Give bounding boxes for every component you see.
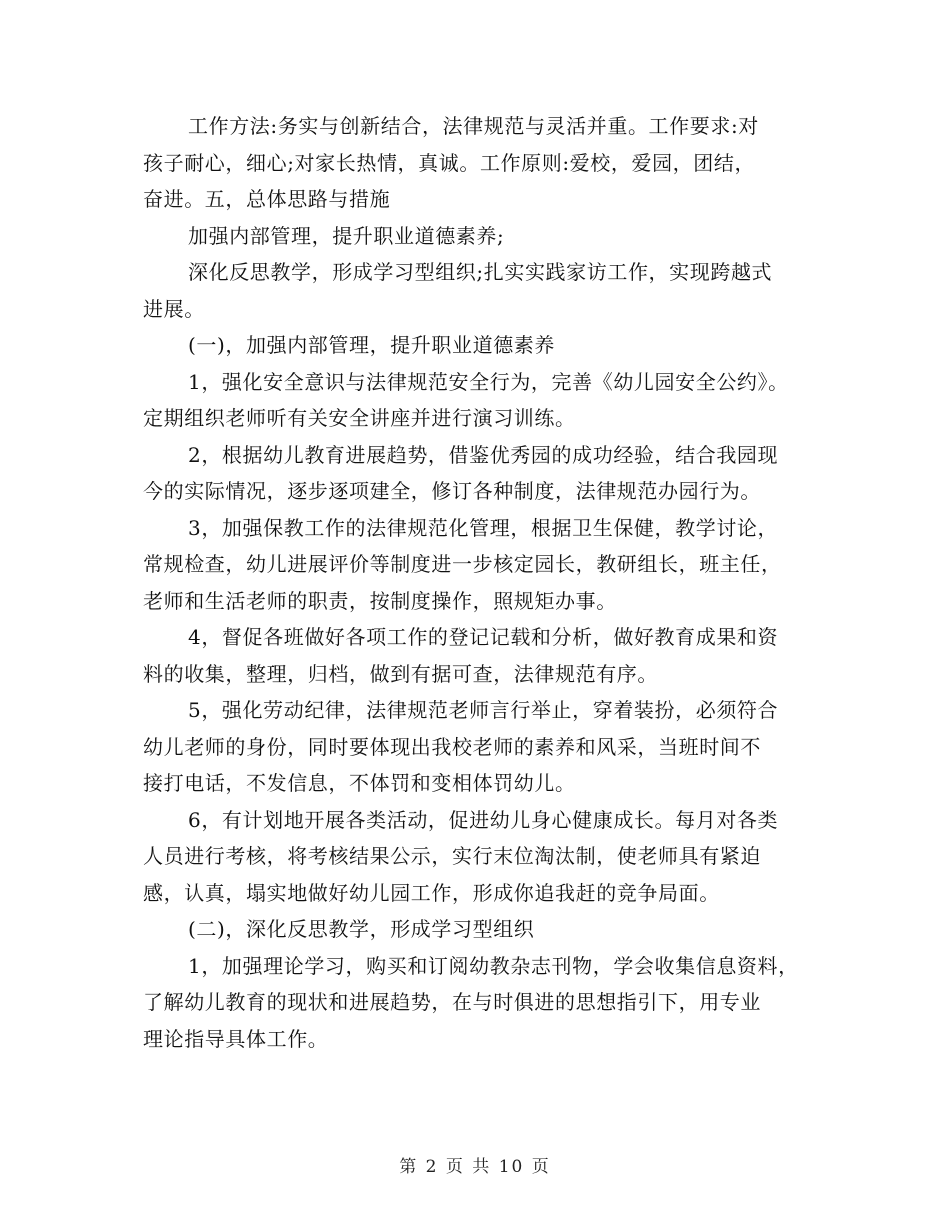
text-line: 5，强化劳动纪律，法律规范老师言行举止，穿着装扮，必须符合 [188, 698, 779, 722]
text-line: 幼儿老师的身份，同时要体现出我校老师的素养和风采，当班时间不 [143, 734, 761, 759]
text-line: 3，加强保教工作的法律规范化管理，根据卫生保健，教学讨论， [188, 515, 779, 540]
text-line: 今的实际情况，逐步逐项建全，修订各种制度，法律规范办园行为。 [143, 479, 761, 503]
page-footer: 第 2 页 共 10 页 [399, 1157, 551, 1177]
text-line: 老师和生活老师的职责，按制度操作，照规矩办事。 [143, 588, 617, 613]
text-line: 1，强化安全意识与法律规范安全行为，完善《幼儿园安全公约》。 [188, 369, 789, 394]
text-line: 常规检查，幼儿进展评价等制度进一步核定园长，教研组长，班主任， [143, 552, 782, 576]
text-line: (一)，加强内部管理，提升职业道德素养 [188, 333, 556, 357]
text-line: 孩子耐心，细心;对家长热情，真诚。工作原则:爱校，爱园，团结， [143, 150, 756, 175]
text-line: 定期组织老师听有关安全讲座并进行演习训练。 [143, 406, 576, 430]
text-line: 料的收集，整理，归档，做到有据可查，法律规范有序。 [143, 661, 658, 686]
text-line: 1，加强理论学习，购买和订阅幼教杂志刊物，学会收集信息资料， [188, 953, 799, 978]
text-line: 深化反思教学，形成学习型组织;扎实实践家访工作，实现跨越式 [188, 260, 773, 284]
text-line: 接打电话，不发信息，不体罚和变相体罚幼儿。 [143, 771, 576, 795]
text-line: 感，认真，塌实地做好幼儿园工作，形成你追我赶的竞争局面。 [143, 880, 720, 905]
text-line: 4，督促各班做好各项工作的登记记载和分析，做好教育成果和资 [188, 625, 779, 649]
body-text [143, 108, 823, 1057]
text-line: 进展。 [143, 296, 205, 321]
text-line: (二)，深化反思教学，形成学习型组织 [188, 917, 535, 941]
text-line: 6，有计划地开展各类活动，促进幼儿身心健康成长。每月对各类 [188, 807, 779, 832]
text-line: 理论指导具体工作。 [143, 1026, 329, 1051]
text-line: 工作方法:务实与创新结合，法律规范与灵活并重。工作要求:对 [188, 114, 759, 138]
text-line: 加强内部管理，提升职业道德素养; [188, 223, 505, 248]
text-line: 人员进行考核，将考核结果公示，实行末位淘汰制，使老师具有紧迫 [143, 844, 761, 868]
text-line: 奋进。五，总体思路与措施 [143, 187, 391, 211]
text-line: 2，根据幼儿教育进展趋势，借鉴优秀园的成功经验，结合我园现 [188, 442, 779, 467]
text-line: 了解幼儿教育的现状和进展趋势，在与时俱进的思想指引下，用专业 [143, 990, 761, 1014]
